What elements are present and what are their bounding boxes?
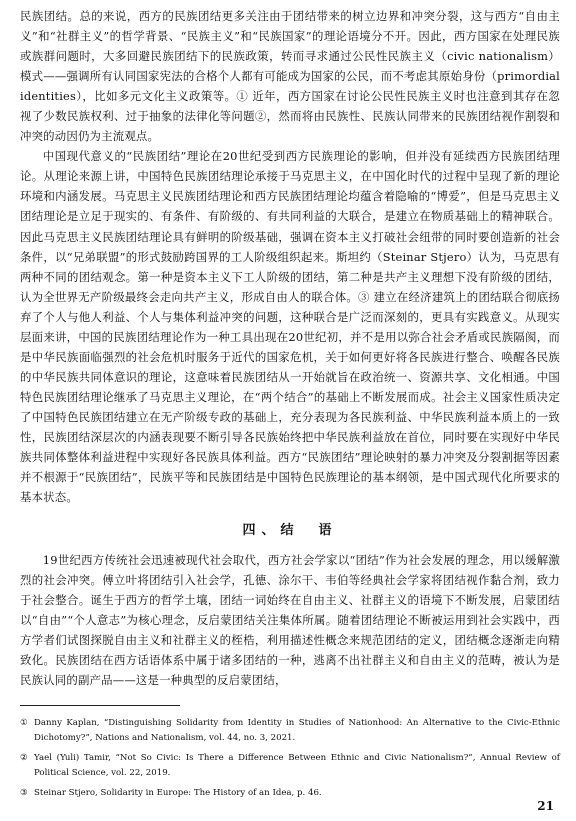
footnote-divider	[20, 705, 180, 706]
footnote: ③ Steinar Stjero, Solidarity in Europe: The History of an Idea, p. 46.	[20, 787, 322, 798]
body-paragraph-2: 中国现代意义的“民族团结”理论在20世纪受到西方民族理论的影响，但并没有延续西方民族团结理论。从理论来源上讲，中国特色民族团结理论承接于马克思主义，在中国化时代的过程中呈现了新的理论环境和内涵发展。马克思主义民族团结理论和西方民族团结理论均蕴含着隐喻的“博爱”，但是马克思主义团结理论是立足于现实的、有条件、有阶级的、有共同利益的大联合，是建立在物质基础上的精神联合。因此马克思主义民族团结理论具有鲜明的阶级基础，强调在资本主义打破社会纽带的同时要创造新的社会条件，以“兄弟联盟”的形式鼓励跨国界的工人阶级组织起来。斯坦约（Steinar Stjero）认为，马克思有两种不同的团结观念。第一种是资本主义下工人阶级的团结，第二种是共产主义理想下没有阶级的团结，认为全世界无产阶级最终会走向共产主义，形成自由人的联合体。③ 建立在经济建筑上的团结联合彻底扬弃了个人与他人利益、个人与集体利益冲突的问题，这种联合是广泛而深刻的，更具有实践意义。从现实层面来讲，中国的民族团结理论作为一种工具出现在20世纪初，并不是用以弥合社会矛盾或民族隔阂，而是中华民族面临强烈的社会危机时服务于近代的国家危机，关于如何更好将各民族进行整合、唤醒各民族的中华民族共同体意识的理论，这意味着民族团结从一开始就旨在政治统一、资源共享、文化相通。中国特色民族团结理论继承了马克思主义理论，在“两个结合”的基础上不断发展而成。社会主义国家性质决定了中国特色民族团结建立在无产阶级专政的基础上，充分表现为各民族利益、中华民族利益本质上的一致性，民族团结深层次的内涵表现要不断引导各民族始终把中华民族利益放在首位，同时要在实现好中华民族共同体整体利益进程中实现好各民族具体利益。西方“民族团结”理论映射的暴力冲突及分裂割据等因素并不根源于“民族团结”，民族平等和民族团结是中国特色民族理论的基本纲领，是中国式现代化所要求的基本状态。	[20, 149, 560, 505]
footnotes	[20, 716, 560, 802]
footnote: ② Yael (Yuli) Tamir, “Not So Civic: Is There a Difference Between Ethnic and Civic Nationalism?”, Annual Review of Political Science, vol. 22, 2019.	[20, 752, 560, 778]
body-paragraph-1: 民族团结。总的来说，西方的民族团结更多关注由于团结带来的树立边界和冲突分裂，这与西方“自由主义”和“社群主义”的哲学背景、“民族主义”和“民族国家”的理论语境分不开。因此，西方国家在处理民族或族群问题时，大多回避民族团结下的民族政策，转而寻求通过公民性民族主义（civic nationalism）模式——强调所有认同国家宪法的合格个人都有可能成为国家的公民，而不考虑其原始身份（primordial identities），比如多元文化主义政策等。① 近年，西方国家在讨论公民性民族主义时也注意到其存在忽视了少数民族权利、过于抽象的法律化等问题②，然而将由民族性、民族认同带来的民族团结视作割裂和冲突的动因仍为主流观点。	[20, 9, 560, 144]
section-heading: 四、结 语	[242, 523, 338, 539]
paper-page	[20, 6, 560, 805]
conclusion-paragraph: 19世纪西方传统社会迅速被现代社会取代，西方社会学家以“团结”作为社会发展的理念，用以缓解激烈的社会冲突。傅立叶将团结引入社会学，孔德、涂尔干、韦伯等经典社会学家将团结视作黏合剂，致力于社会整合。诞生于西方的哲学土壤，团结一词始终在自由主义、社群主义的语境下不断发展，启蒙团结以“自由”“个人意志”为核心理念，反启蒙团结关注集体所属。随着团结理论不断被运用到社会实践中，西方学者们试图探脱自由主义和社群主义的桎梏，利用描述性概念来规范团结的定义，团结概念逐渐走向精致化。民族团结在西方话语体系中属于诸多团结的一种，逃离不出社群主义和自由主义的范畴，被认为是民族认同的副产品——这是一种典型的反启蒙团结，	[20, 553, 560, 688]
footnote: ① Danny Kaplan, “Distinguishing Solidarity from Identity in Studies of Nationhood: An Alternative to the Civic-Ethnic Dichotomy?”, Nations and Nationalism, vol. 44, no. 3, 2021.	[20, 717, 560, 743]
page-number: 21	[537, 799, 554, 813]
